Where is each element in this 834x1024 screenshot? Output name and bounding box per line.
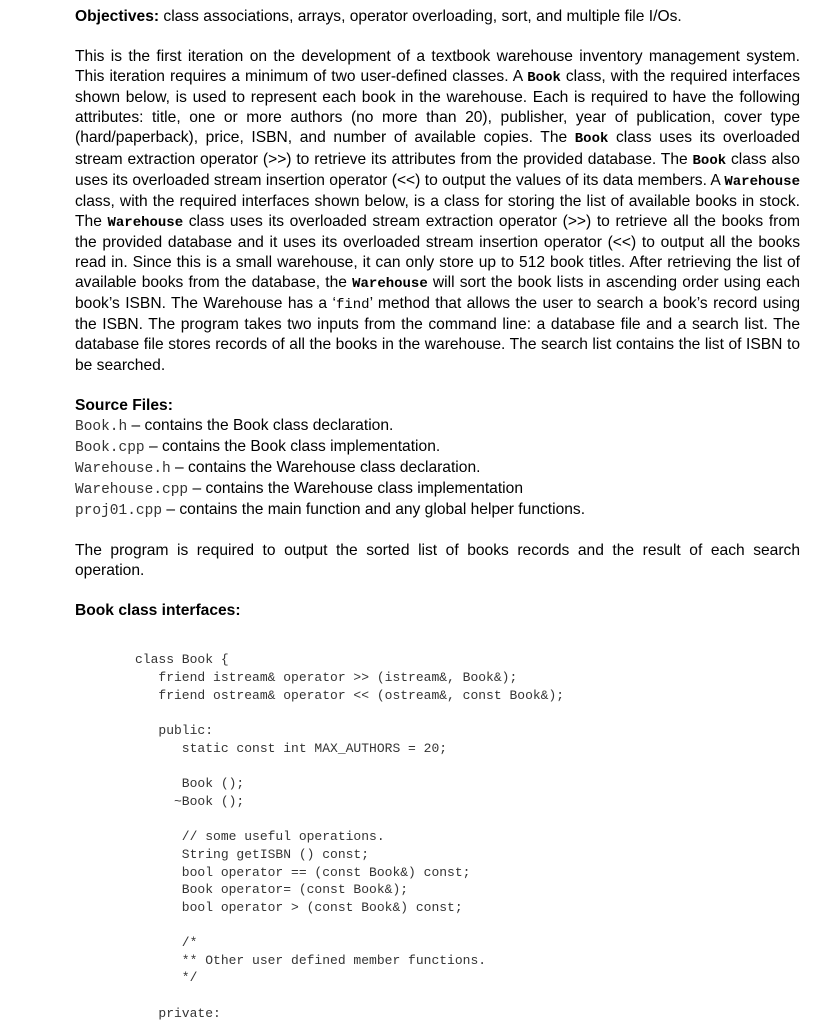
code-line: bool operator > (const Book&) const; [135, 900, 463, 915]
warehouse-keyword: Warehouse [107, 214, 184, 231]
warehouse-keyword: Warehouse [352, 276, 428, 293]
source-file-item [75, 458, 800, 479]
code-line: friend istream& operator >> (istream&, Book&); [135, 670, 518, 685]
objectives-label: Objectives: [75, 8, 160, 25]
intro-text: class, with the required interfaces shown below, is a class for storing the list of available books in stock. The [75, 192, 800, 230]
file-description: – contains the Book class declaration. [127, 416, 394, 434]
book-keyword: Book [692, 152, 727, 169]
code-line: ** Other user defined member functions. [135, 953, 487, 968]
file-description: – contains the Book class implementation. [144, 437, 441, 455]
intro-text: class uses its overloaded stream extraction operator (>>) to retrieve its attributes from the provided database. The [75, 129, 800, 168]
file-name: proj01.cpp [75, 503, 163, 520]
requirement-paragraph: The program is required to output the sorted list of books records and the result of each search operation. [75, 542, 800, 580]
code-line: private: [135, 1006, 221, 1021]
code-line: Book operator= (const Book&); [135, 882, 409, 897]
source-file-item [75, 500, 800, 521]
code-line: /* [135, 935, 198, 950]
intro-text: This is the first iteration on the development of a textbook warehouse inventory management system. This iteration requires a minimum of two user-defined classes. A [75, 48, 800, 86]
file-name: Warehouse.cpp [75, 481, 189, 498]
intro-text: ’ method that allows the user to search a book’s record using the ISBN. The program takes two inputs from the command line: a database file and a search list. The database file stores records of all the books in the warehouse. The search list contains the list of ISBN to be searched. [75, 295, 800, 374]
code-line: friend ostream& operator << (ostream&, const Book&); [135, 688, 565, 703]
file-name: Book.h [75, 418, 128, 435]
file-description: – contains the Warehouse class implementation [188, 479, 523, 497]
code-line: */ [135, 970, 198, 985]
document-page [75, 7, 800, 621]
code-line: Book (); [135, 776, 245, 791]
file-description: – contains the main function and any global helper functions. [162, 501, 586, 519]
find-keyword: find [335, 297, 370, 314]
intro-text: class uses its overloaded stream extraction operator (>>) to retrieve all the books from the provided database and it uses its overloaded stream insertion operator (<<) to output all the books read in. Since this is a small warehouse, it can only store up to 512 book titles. After retrieving the list of available books from the database, the [75, 212, 801, 292]
code-line: // some useful operations. [135, 829, 385, 844]
book-interfaces-heading: Book class interfaces: [75, 602, 241, 620]
source-files-section [75, 396, 800, 522]
objectives-paragraph [75, 7, 800, 27]
code-line: String getISBN () const; [135, 847, 370, 862]
file-name: Warehouse.h [75, 460, 171, 477]
warehouse-keyword: Warehouse [724, 173, 800, 190]
intro-text: class also uses its overloaded stream insertion operator (<<) to output the values of its data members. A [75, 150, 800, 189]
book-keyword: Book [527, 70, 561, 87]
code-line: public: [135, 723, 214, 738]
file-name: Book.cpp [75, 439, 145, 456]
code-line: class Book { [135, 652, 229, 667]
code-line: ~Book (); [135, 794, 245, 809]
code-line: static const int MAX_AUTHORS = 20; [135, 741, 448, 756]
intro-text: class, with the required interfaces shown below, is used to represent each book in the warehouse. Each is required to have the following attributes: title, one or more authors (no more than 20), publisher, year of publication, cover type (hard/paperback), price, ISBN, and number of available copies. The [75, 68, 801, 147]
objectives-text: class associations, arrays, operator overloading, sort, and multiple file I/Os. [159, 8, 682, 25]
file-description: – contains the Warehouse class declaration. [170, 458, 481, 476]
intro-text: will sort the book lists in ascending order using each book’s ISBN. The Warehouse has a ‘ [75, 274, 800, 313]
intro-paragraph [75, 47, 800, 376]
source-file-item [75, 437, 800, 458]
source-files-heading: Source Files: [75, 396, 173, 414]
book-keyword: Book [574, 131, 609, 148]
source-file-item [75, 416, 800, 437]
source-file-item [75, 479, 800, 500]
code-block [135, 651, 565, 1021]
code-line: bool operator == (const Book&) const; [135, 865, 471, 880]
